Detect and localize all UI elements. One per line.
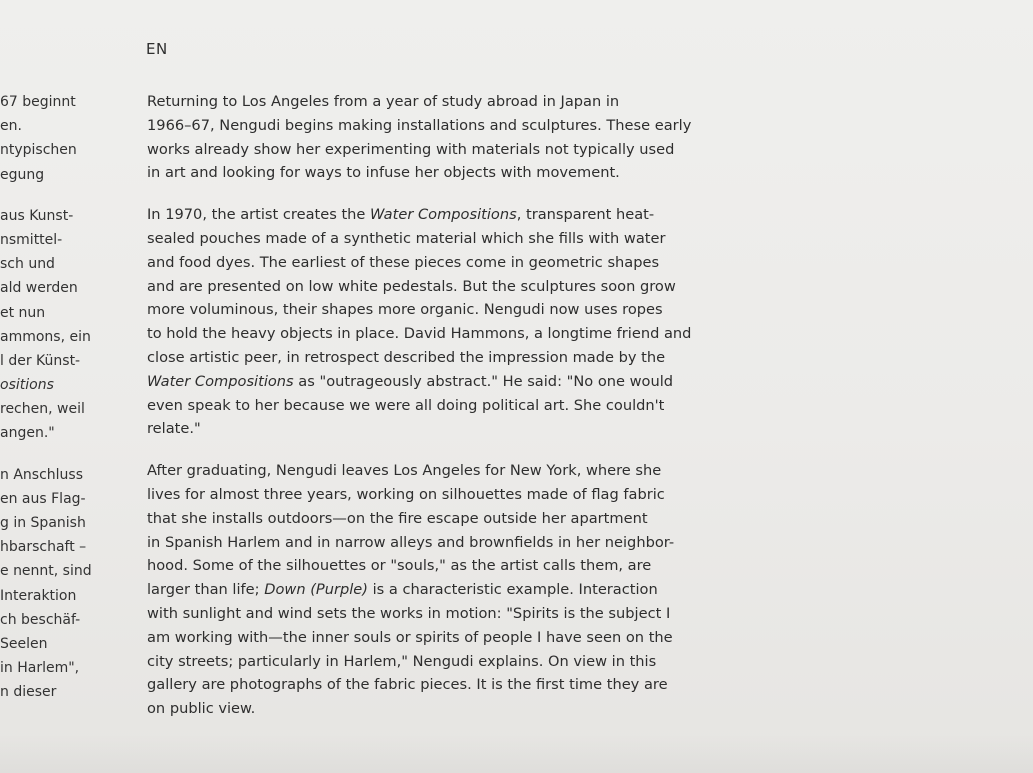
- german-line: n dieser: [0, 684, 57, 701]
- german-gap: [0, 446, 100, 463]
- text-line: [147, 370, 757, 394]
- text-line: relate.": [147, 420, 201, 438]
- text-run: as "outrageously abstract." He said: "No one would: [293, 372, 674, 390]
- paragraph-1: [147, 90, 757, 185]
- text-line: hood. Some of the silhouettes or "souls," as the artist calls them, are: [147, 557, 652, 575]
- text-line: city streets; particularly in Harlem," Nengudi explains. On view in this: [147, 652, 657, 670]
- wall-shadow: [0, 733, 1033, 773]
- german-line: aus Kunst-: [0, 207, 74, 224]
- german-line: ch beschäf-: [0, 611, 81, 628]
- text-line: on public view.: [147, 700, 256, 718]
- text-line: [147, 578, 757, 602]
- text-line: and are presented on low white pedestals. But the sculptures soon grow: [147, 277, 676, 295]
- german-line: egung: [0, 166, 45, 183]
- german-line: nsmittel-: [0, 231, 63, 248]
- artwork-title: Water Compositions: [147, 372, 294, 390]
- german-line: en aus Flag-: [0, 490, 86, 507]
- text-run: , transparent heat-: [516, 206, 655, 224]
- german-line: Interaktion: [0, 587, 77, 604]
- german-line: g in Spanish: [0, 515, 86, 531]
- german-gap: [0, 187, 100, 204]
- text-line: that she installs outdoors—on the fire escape outside her apartment: [147, 509, 648, 527]
- german-line: in Harlem",: [0, 660, 80, 677]
- language-tag: EN: [146, 40, 168, 58]
- german-line: et nun: [0, 304, 46, 321]
- german-line: n Anschluss: [0, 466, 83, 483]
- text-run: is a characteristic example. Interaction: [367, 581, 658, 599]
- text-line: works already show her experimenting with materials not typically used: [147, 140, 675, 158]
- german-line: rechen, weil: [0, 401, 85, 418]
- text-line: gallery are photographs of the fabric pieces. It is the first time they are: [147, 676, 668, 694]
- text-run: larger than life;: [147, 581, 265, 599]
- text-line: even speak to her because we were all doing political art. She couldn't: [147, 396, 665, 414]
- text-line: After graduating, Nengudi leaves Los Angeles for New York, where she: [147, 462, 662, 480]
- text-line: and food dyes. The earliest of these pieces come in geometric shapes: [147, 253, 660, 271]
- paragraph-2: [147, 203, 757, 441]
- text-line: close artistic peer, in retrospect described the impression made by the: [147, 348, 666, 366]
- artwork-title: Down (Purple): [264, 581, 368, 599]
- german-line: ammons, ein: [0, 328, 91, 345]
- text-line: in Spanish Harlem and in narrow alleys and brownfields in her neighbor-: [147, 533, 675, 551]
- text-line: with sunlight and wind sets the works in motion: "Spirits is the subject I: [147, 604, 671, 622]
- text-line: in art and looking for ways to infuse her objects with movement.: [147, 164, 620, 182]
- text-line: sealed pouches made of a synthetic material which she fills with water: [147, 229, 666, 247]
- paragraph-3: [147, 459, 757, 721]
- text-line: more voluminous, their shapes more organic. Nengudi now uses ropes: [147, 301, 663, 319]
- text-line: to hold the heavy objects in place. David Hammons, a longtime friend and: [147, 325, 692, 343]
- german-line: Seelen: [0, 635, 48, 652]
- german-line: hbarschaft –: [0, 539, 87, 556]
- artwork-title: Water Compositions: [370, 206, 517, 224]
- german-line: 67 beginnt: [0, 94, 76, 110]
- german-text-column-cropped: [0, 90, 100, 705]
- german-line: l der Künst-: [0, 352, 81, 369]
- german-line: e nennt, sind: [0, 563, 92, 580]
- german-line: ositions: [0, 377, 54, 394]
- text-run: In 1970, the artist creates the: [147, 206, 371, 224]
- german-line: en.: [0, 118, 22, 135]
- text-line: lives for almost three years, working on silhouettes made of flag fabric: [147, 485, 665, 503]
- german-line: angen.": [0, 425, 55, 442]
- text-line: am working with—the inner souls or spirits of people I have seen on the: [147, 628, 673, 646]
- german-line: ntypischen: [0, 142, 77, 159]
- german-line: sch und: [0, 256, 55, 273]
- english-text-column: [147, 90, 757, 739]
- text-line: Returning to Los Angeles from a year of study abroad in Japan in: [147, 93, 620, 110]
- text-line: [147, 203, 757, 227]
- german-line: ald werden: [0, 280, 78, 297]
- text-line: 1966–67, Nengudi begins making installations and sculptures. These early: [147, 116, 692, 134]
